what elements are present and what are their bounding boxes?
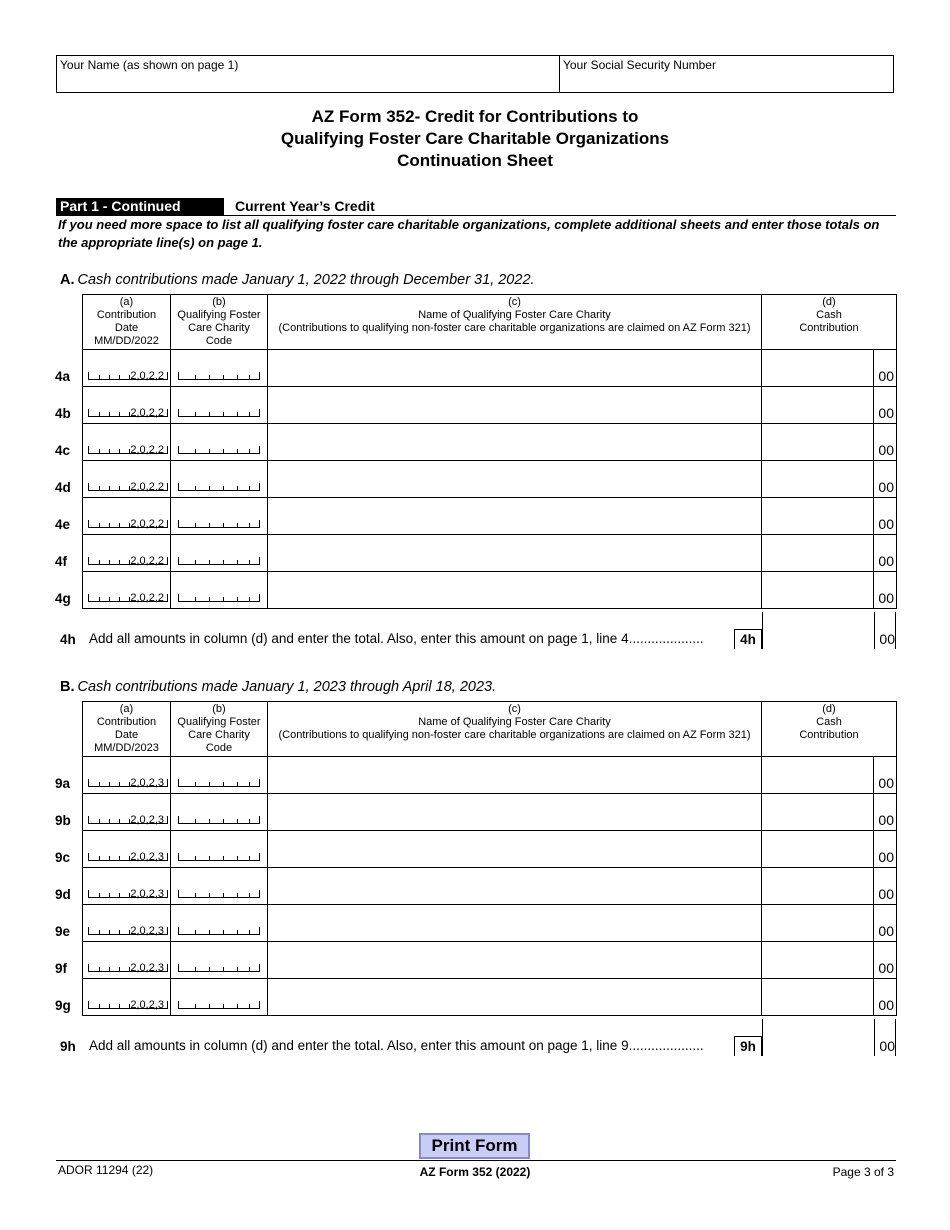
header-text: Cash: [816, 309, 842, 321]
year-prefill: 2,0,2,2: [130, 407, 164, 419]
table-row: [83, 572, 897, 609]
cash-contribution-field[interactable]: [762, 350, 897, 387]
header-text: (Contributions to qualifying non-foster care charitable organizations are claimed on AZ Form 321): [278, 729, 751, 741]
instructions: If you need more space to list all qualifying foster care charitable organizations, complete additional sheets and enter those totals on the appropriate line(s) on page 1.: [58, 217, 880, 250]
header-text: Code: [205, 742, 233, 754]
year-prefill: 2,0,2,3: [130, 925, 164, 937]
header-text: (d): [822, 296, 836, 308]
title-line-3: Continuation Sheet: [397, 151, 553, 170]
cents: 00: [878, 368, 894, 384]
contribution-date-field[interactable]: [55, 350, 171, 387]
year-prefill: 2,0,2,2: [130, 370, 164, 382]
header-text: Code: [205, 335, 233, 347]
part-subtitle: Current Year’s Credit: [235, 198, 375, 214]
header-text: Qualifying Foster: [177, 309, 261, 321]
row-label: 9e: [55, 924, 71, 939]
cents: 00: [878, 997, 894, 1013]
form-name-footer: AZ Form 352 (2022): [419, 1165, 531, 1179]
table-row: [83, 387, 897, 424]
title-line-1: AZ Form 352- Credit for Contributions to: [311, 107, 639, 126]
date-comb: [88, 964, 168, 972]
charity-name-field[interactable]: [268, 387, 762, 424]
date-comb: [88, 409, 168, 417]
name-field[interactable]: [57, 56, 560, 92]
contribution-date-field[interactable]: [55, 979, 171, 1016]
charity-name-field[interactable]: [268, 905, 762, 942]
page-number: Page 3 of 3: [832, 1165, 894, 1179]
cents: 00: [878, 442, 894, 458]
row-label: 4g: [55, 591, 71, 606]
header-text: (b): [212, 703, 226, 715]
header-text: Qualifying Foster: [177, 716, 261, 728]
total-line-text: Add all amounts in column (d) and enter the total. Also, enter this amount on page 1, line 4....................: [89, 631, 704, 646]
table-row: [83, 424, 897, 461]
date-comb: [88, 927, 168, 935]
row-label: 9a: [55, 776, 71, 791]
col-d-header: [762, 295, 897, 350]
contribution-date-field[interactable]: [55, 498, 171, 535]
taxpayer-id-box: [56, 55, 894, 93]
section-a-title: Cash contributions made January 1, 2022 through December 31, 2022.: [77, 272, 535, 288]
section-b-heading: [60, 679, 496, 695]
date-comb: [88, 816, 168, 824]
cents: 00: [878, 886, 894, 902]
row-label: 4d: [55, 480, 71, 495]
total-line-label: 9h: [60, 1039, 76, 1054]
charity-name-field[interactable]: [268, 424, 762, 461]
date-comb: [88, 483, 168, 491]
row-label: 4f: [55, 554, 68, 569]
charity-code-field[interactable]: [171, 831, 268, 868]
total-line-box: 9h: [734, 1036, 762, 1056]
total-cents: 00: [879, 1038, 895, 1054]
date-comb: [88, 557, 168, 565]
year-prefill: 2,0,2,2: [130, 555, 164, 567]
year-prefill: 2,0,2,3: [130, 851, 164, 863]
row-label: 9c: [55, 850, 71, 865]
cents: 00: [878, 923, 894, 939]
cash-contribution-field[interactable]: [762, 979, 897, 1016]
contribution-date-field[interactable]: [55, 942, 171, 979]
cash-contribution-field[interactable]: [762, 868, 897, 905]
header-text: (c): [508, 703, 521, 715]
code-comb: [178, 557, 260, 565]
header-text: (a): [119, 703, 134, 715]
charity-name-field[interactable]: [268, 498, 762, 535]
cash-contribution-field[interactable]: [762, 831, 897, 868]
total-line-label: 4h: [60, 632, 76, 647]
cents: 00: [878, 516, 894, 532]
cents: 00: [878, 812, 894, 828]
header-text: MM/DD/2022: [94, 335, 159, 347]
cents: 00: [878, 553, 894, 569]
header-text: Date: [114, 322, 139, 334]
section-b-total-row: [60, 1019, 896, 1056]
row-label: 9d: [55, 887, 71, 902]
charity-code-field[interactable]: [171, 424, 268, 461]
print-form-button[interactable]: Print Form: [419, 1133, 530, 1159]
date-comb: [88, 779, 168, 787]
header-text: Date: [114, 729, 139, 741]
table-row: [83, 498, 897, 535]
ssn-label: Your Social Security Number: [563, 58, 716, 72]
section-a-heading: [60, 272, 535, 288]
col-c-header: [268, 702, 762, 757]
charity-name-field[interactable]: [268, 461, 762, 498]
total-amount-field[interactable]: [762, 612, 896, 649]
charity-code-field[interactable]: [171, 387, 268, 424]
ssn-field[interactable]: [560, 56, 893, 92]
code-comb: [178, 520, 260, 528]
table-row: [83, 868, 897, 905]
charity-name-field[interactable]: [268, 572, 762, 609]
charity-code-field[interactable]: [171, 461, 268, 498]
row-label: 9f: [55, 961, 68, 976]
total-amount-field[interactable]: [762, 1019, 896, 1056]
code-comb: [178, 372, 260, 380]
table-row: [83, 905, 897, 942]
date-comb: [88, 446, 168, 454]
code-comb: [178, 409, 260, 417]
contribution-date-field[interactable]: [55, 535, 171, 572]
header-text: (a): [119, 296, 134, 308]
title-line-2: Qualifying Foster Care Charitable Organizations: [280, 129, 670, 148]
charity-code-field[interactable]: [171, 794, 268, 831]
table-row: [83, 794, 897, 831]
header-text: Care Charity: [188, 322, 250, 334]
table-row: [83, 831, 897, 868]
col-c-header: [268, 295, 762, 350]
table-row: [83, 461, 897, 498]
code-comb: [178, 483, 260, 491]
date-comb: [88, 853, 168, 861]
year-prefill: 2,0,2,2: [130, 592, 164, 604]
section-a-table: [55, 294, 897, 609]
table-row: [83, 979, 897, 1016]
contribution-date-field[interactable]: [55, 905, 171, 942]
charity-code-field[interactable]: [171, 942, 268, 979]
charity-code-field[interactable]: [171, 757, 268, 794]
cents: 00: [878, 849, 894, 865]
table-row: [83, 350, 897, 387]
year-prefill: 2,0,2,3: [130, 777, 164, 789]
year-prefill: 2,0,2,3: [130, 962, 164, 974]
charity-code-field[interactable]: [171, 905, 268, 942]
year-prefill: 2,0,2,2: [130, 518, 164, 530]
col-a-header: [83, 702, 171, 757]
section-b-table: [55, 701, 897, 1016]
header-text: Contribution: [799, 322, 859, 334]
year-prefill: 2,0,2,3: [130, 888, 164, 900]
charity-name-field[interactable]: [268, 979, 762, 1016]
contribution-date-field[interactable]: [55, 757, 171, 794]
part-label: Part 1 - Continued: [56, 198, 224, 215]
charity-name-field[interactable]: [268, 831, 762, 868]
cash-contribution-field[interactable]: [762, 498, 897, 535]
header-text: Contribution: [96, 309, 157, 321]
year-prefill: 2,0,2,2: [130, 444, 164, 456]
contribution-date-field[interactable]: [55, 572, 171, 609]
cents: 00: [878, 775, 894, 791]
contribution-date-field[interactable]: [55, 424, 171, 461]
code-comb: [178, 890, 260, 898]
cash-contribution-field[interactable]: [762, 424, 897, 461]
cash-contribution-field[interactable]: [762, 572, 897, 609]
row-label: 4a: [55, 369, 71, 384]
code-comb: [178, 964, 260, 972]
row-label: 4b: [55, 406, 71, 421]
cents: 00: [878, 590, 894, 606]
row-label: 4e: [55, 517, 71, 532]
cash-contribution-field[interactable]: [762, 461, 897, 498]
date-comb: [88, 890, 168, 898]
col-b-header: [171, 295, 268, 350]
header-text: Name of Qualifying Foster Care Charity: [418, 309, 611, 321]
total-line-box: 4h: [734, 629, 762, 649]
charity-code-field[interactable]: [171, 350, 268, 387]
header-text: (Contributions to qualifying non-foster care charitable organizations are claimed on AZ Form 321): [278, 322, 751, 334]
form-number: ADOR 11294 (22): [58, 1163, 154, 1177]
code-comb: [178, 853, 260, 861]
date-comb: [88, 1001, 168, 1009]
table-row: [83, 535, 897, 572]
cents: 00: [878, 960, 894, 976]
footer-divider: [56, 1160, 896, 1161]
col-d-header: [762, 702, 897, 757]
row-label: 4c: [55, 443, 71, 458]
name-label: Your Name (as shown on page 1): [60, 58, 239, 72]
header-text: (b): [212, 296, 226, 308]
contribution-date-field[interactable]: [55, 794, 171, 831]
header-text: Care Charity: [188, 729, 250, 741]
cash-contribution-field[interactable]: [762, 387, 897, 424]
header-text: (d): [822, 703, 836, 715]
cents: 00: [878, 405, 894, 421]
col-a-header: [83, 295, 171, 350]
charity-name-field[interactable]: [268, 942, 762, 979]
charity-code-field[interactable]: [171, 979, 268, 1016]
col-b-header: [171, 702, 268, 757]
contribution-date-field[interactable]: [55, 868, 171, 905]
contribution-date-field[interactable]: [55, 831, 171, 868]
cash-contribution-field[interactable]: [762, 794, 897, 831]
section-b-letter: B.: [60, 679, 75, 695]
contribution-date-field[interactable]: [55, 387, 171, 424]
code-comb: [178, 816, 260, 824]
section-b-title: Cash contributions made January 1, 2023 through April 18, 2023.: [77, 679, 497, 695]
table-row: [83, 942, 897, 979]
code-comb: [178, 594, 260, 602]
header-text: Cash: [816, 716, 842, 728]
form-title: [0, 106, 950, 172]
contribution-date-field[interactable]: [55, 461, 171, 498]
header-text: Name of Qualifying Foster Care Charity: [418, 716, 611, 728]
charity-name-field[interactable]: [268, 757, 762, 794]
row-label: 9b: [55, 813, 71, 828]
date-comb: [88, 594, 168, 602]
code-comb: [178, 779, 260, 787]
charity-name-field[interactable]: [268, 794, 762, 831]
section-a-total-row: [60, 612, 896, 649]
header-text: MM/DD/2023: [94, 742, 159, 754]
total-line-text: Add all amounts in column (d) and enter the total. Also, enter this amount on page 1, line 9....................: [89, 1038, 704, 1053]
section-a-letter: A.: [60, 272, 75, 288]
cash-contribution-field[interactable]: [762, 535, 897, 572]
charity-code-field[interactable]: [171, 572, 268, 609]
charity-name-field[interactable]: [268, 868, 762, 905]
cents: 00: [878, 479, 894, 495]
date-comb: [88, 372, 168, 380]
charity-code-field[interactable]: [171, 498, 268, 535]
charity-code-field[interactable]: [171, 868, 268, 905]
year-prefill: 2,0,2,3: [130, 814, 164, 826]
header-text: Contribution: [799, 729, 859, 741]
code-comb: [178, 1001, 260, 1009]
row-label: 9g: [55, 998, 71, 1013]
charity-name-field[interactable]: [268, 350, 762, 387]
cash-contribution-field[interactable]: [762, 757, 897, 794]
year-prefill: 2,0,2,3: [130, 999, 164, 1011]
year-prefill: 2,0,2,2: [130, 481, 164, 493]
code-comb: [178, 927, 260, 935]
date-comb: [88, 520, 168, 528]
header-text: (c): [508, 296, 521, 308]
cash-contribution-field[interactable]: [762, 942, 897, 979]
charity-name-field[interactable]: [268, 535, 762, 572]
header-text: Contribution: [96, 716, 157, 728]
code-comb: [178, 446, 260, 454]
charity-code-field[interactable]: [171, 535, 268, 572]
cash-contribution-field[interactable]: [762, 905, 897, 942]
total-cents: 00: [879, 631, 895, 647]
table-row: [83, 757, 897, 794]
